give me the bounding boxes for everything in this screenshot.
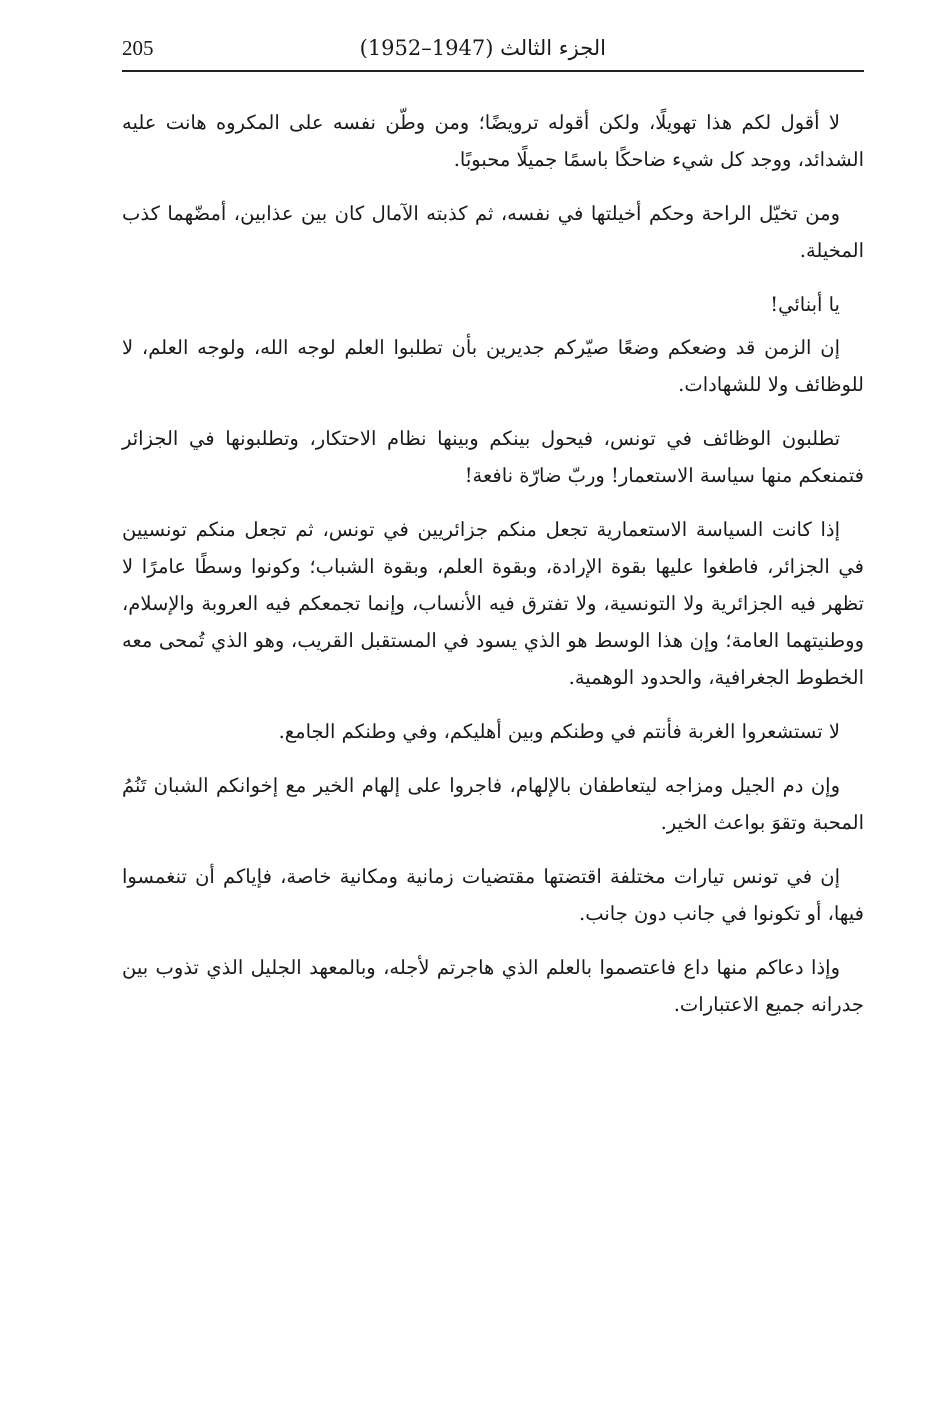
paragraph: يا أبنائي! [770, 293, 840, 316]
paragraph: لا تستشعروا الغربة فأنتم في وطنكم وبين أهليكم، وفي وطنكم الجامع. [278, 720, 840, 743]
paragraph: إن الزمن قد وضعكم وضعًا صيّركم جديرين بأن تطلبوا العلم لوجه الله، ولوجه العلم، لا للوظائف ولا للشهادات. [122, 336, 864, 396]
paragraph: إن في تونس تيارات مختلفة اقتضتها مقتضيات زمانية ومكانية خاصة، فإياكم أن تنغمسوا فيها، أو تكونوا في جانب دون جانب. [122, 865, 864, 925]
paragraph: ومن تخيّل الراحة وحكم أخيلتها في نفسه، ثم كذبته الآمال كان بين عذابين، أمضّهما كذب المخيلة. [122, 202, 864, 262]
paragraph: إذا كانت السياسة الاستعمارية تجعل منكم جزائريين في تونس، ثم تجعل منكم تونسيين في الجزائر، فاطغوا عليها بقوة الإرادة، وبقوة العلم، وبقوة الشباب؛ وكونوا وسطًا عامرًا لا تظهر فيه الجزائرية ولا التونسية، ولا تفترق فيه الأنساب، وإنما تجمعكم فيه العروبة والإسلام، ووطنيتهما العامة؛ وإن هذا الوسط هو الذي يسود في المستقبل القريب، وهو الذي تُمحى معه الخطوط الجغرافية، والحدود الوهمية. [122, 518, 864, 689]
paragraph: تطلبون الوظائف في تونس، فيحول بينكم وبينها نظام الاحتكار، وتطلبونها في الجزائر فتمنعكم منها سياسة الاستعمار! وربّ ضارّة نافعة! [122, 427, 864, 487]
body-text [122, 104, 864, 1040]
running-head: الجزء الثالث (1947–1952) [359, 36, 606, 60]
page-number: 205 [122, 36, 154, 60]
page-header [122, 34, 864, 72]
paragraph: وإن دم الجيل ومزاجه ليتعاطفان بالإلهام، فاجروا على إلهام الخير مع إخوانكم الشبان تَنُمُ المحبة وتقوَ بواعث الخير. [122, 774, 864, 834]
paragraph: وإذا دعاكم منها داع فاعتصموا بالعلم الذي هاجرتم لأجله، وبالمعهد الجليل الذي تذوب بين جدرانه جميع الاعتبارات. [122, 956, 864, 1016]
paragraph: لا أقول لكم هذا تهويلًا، ولكن أقوله ترويضًا؛ ومن وطّن نفسه على المكروه هانت عليه الشدائد، ووجد كل شيء ضاحكًا باسمًا جميلًا محبوبًا. [122, 111, 864, 171]
